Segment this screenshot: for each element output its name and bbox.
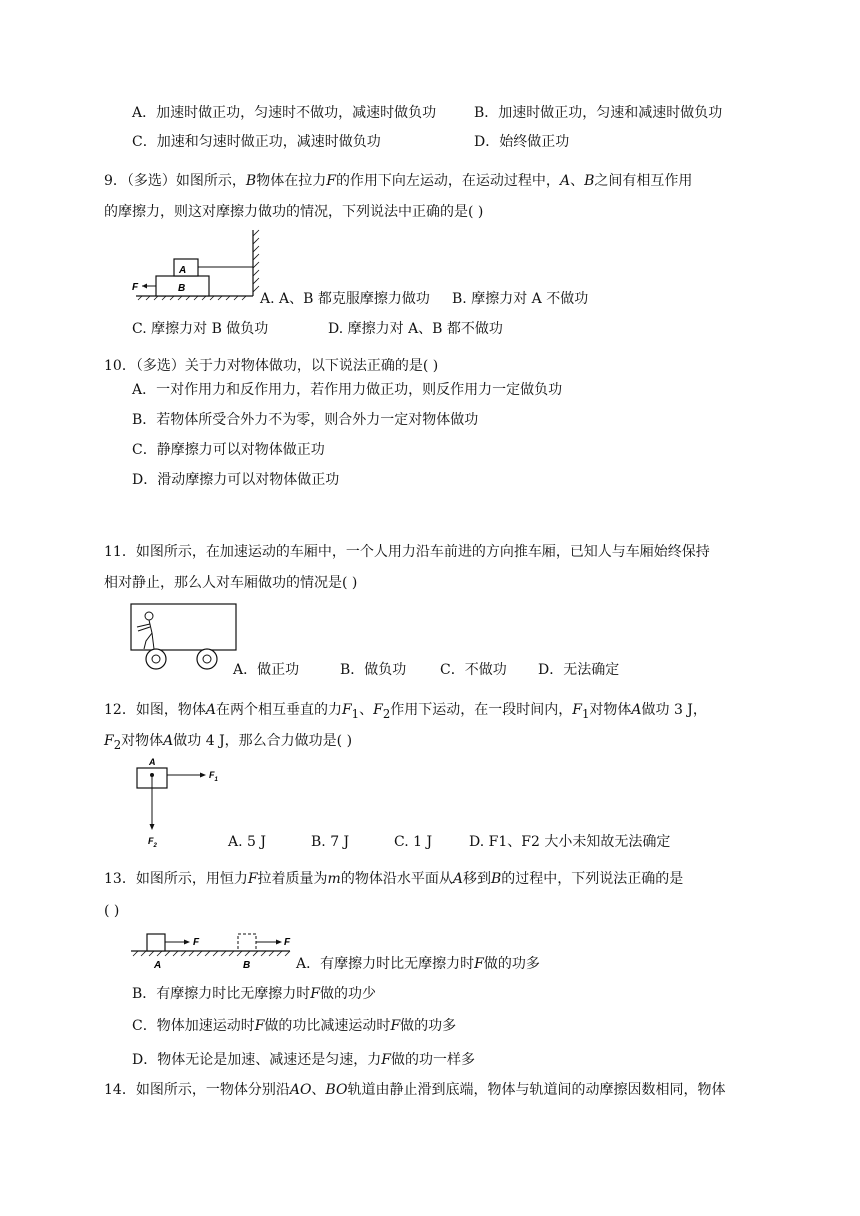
- q11-option-a: A．做正功: [233, 662, 300, 678]
- q12-fig-label-a: A: [149, 757, 156, 767]
- q12-fig-label-f1: $F_1$: [209, 770, 218, 783]
- q8-option-c: C．加速和匀速时做正功，减速时做负功: [132, 134, 381, 150]
- q13-fig-label-f2: F: [284, 937, 291, 948]
- q13-fig-label-a: A: [154, 960, 162, 971]
- q10-option-c: C．静摩擦力可以对物体做正功: [132, 442, 325, 458]
- q13-stem-line1: 13．如图所示，用恒力F拉着质量为m的物体沿水平面从A移到B的过程中，下列说法正确的是: [104, 871, 684, 887]
- q9-option-c: C. 摩擦力对 B 做负功: [132, 321, 269, 337]
- q13-figure: [130, 926, 300, 974]
- q9-fig-label-f: F: [132, 282, 139, 293]
- q12-fig-label-f2: $F_2$: [148, 836, 157, 849]
- q9-option-d: D. 摩擦力对 A、B 都不做功: [328, 321, 503, 337]
- q12-figure: [134, 756, 234, 852]
- q9-fig-label-a: A: [179, 265, 187, 276]
- q8-option-a: A．加速时做正功，匀速时不做功，减速时做负功: [132, 105, 437, 121]
- q11-option-d: D．无法确定: [538, 662, 620, 678]
- q11-option-b: B．做负功: [340, 662, 407, 678]
- q13-fig-label-f1: F: [193, 937, 200, 948]
- q10-option-a: A．一对作用力和反作用力，若作用力做正功，则反作用力一定做负功: [132, 382, 563, 398]
- q9-stem-line1: 9．（多选）如图所示，B物体在拉力F的作用下向左运动，在运动过程中，A、B之间有相互作用: [104, 173, 693, 189]
- q14-stem-line1: 14．如图所示，一物体分别沿AO、BO轨道由静止滑到底端，物体与轨道间的动摩擦因数相同，物体: [104, 1082, 726, 1098]
- q13-option-c: C．物体加速运动时F做的功比减速运动时F做的功多: [132, 1018, 457, 1034]
- q8-option-b: B．加速时做正功，匀速和减速时做负功: [474, 105, 723, 121]
- q10-option-d: D．滑动摩擦力可以对物体做正功: [132, 472, 340, 488]
- q12-option-d: D. F1、F2 大小未知故无法确定: [469, 834, 671, 850]
- q13-option-b: B．有摩擦力时比无摩擦力时F做的功少: [132, 986, 377, 1002]
- q9-option-a: A. A、B 都克服摩擦力做功: [260, 291, 430, 307]
- q10-stem: 10．（多选）关于力对物体做功，以下说法正确的是( ): [104, 358, 439, 374]
- q12-option-a: A. 5 J: [228, 834, 266, 850]
- q12-option-c: C. 1 J: [394, 834, 433, 850]
- q13-fig-label-b: B: [243, 960, 251, 971]
- q13-option-d: D．物体无论是加速、减速还是匀速，力F做的功一样多: [132, 1052, 475, 1068]
- q9-stem-line2: 的摩擦力，则这对摩擦力做功的情况，下列说法中正确的是( ): [104, 204, 484, 220]
- q13-stem-line2: ( ): [104, 903, 120, 919]
- q9-fig-label-b: B: [178, 283, 186, 294]
- q11-stem-line1: 11．如图所示，在加速运动的车厢中，一个人用力沿车前进的方向推车厢，已知人与车厢始终保持: [104, 544, 710, 560]
- q10-option-b: B．若物体所受合外力不为零，则合外力一定对物体做功: [132, 412, 479, 428]
- q8-option-d: D．始终做正功: [474, 134, 570, 150]
- q11-figure: [130, 603, 240, 673]
- q11-option-c: C．不做功: [440, 662, 507, 678]
- q12-stem-line1: 12．如图，物体A在两个相互垂直的力$F_1$、$F_2$作用下运动，在一段时间内，$F_1$对物体A做功 3 J，: [104, 702, 707, 721]
- q12-option-b: B. 7 J: [311, 834, 350, 850]
- q12-stem-line2: $F_2$对物体A做功 4 J，那么合力做功是( ): [104, 733, 353, 752]
- q11-stem-line2: 相对静止，那么人对车厢做功的情况是( ): [104, 575, 358, 591]
- q9-option-b: B. 摩擦力对 A 不做功: [452, 291, 589, 307]
- q9-figure: [128, 228, 268, 300]
- q13-option-a: A．有摩擦力时比无摩擦力时F做的功多: [296, 956, 540, 972]
